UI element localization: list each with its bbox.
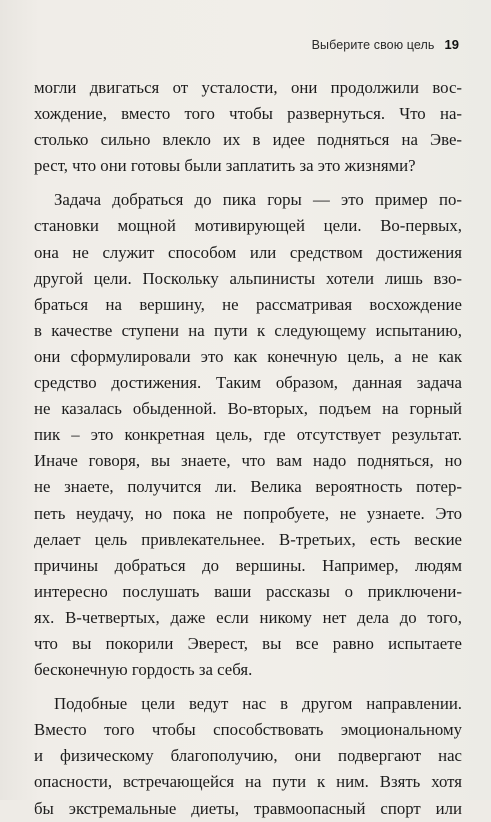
text-line: Вместо того чтобы способствовать эмоциональному [34,720,462,740]
text-line: браться на вершину, не рассматривая восхождение [34,294,462,314]
text-line: петь неудачу, но пока не попробуете, не узнаете. Это [34,503,462,523]
text-line: средство достижения. Таким образом, данная задача [34,373,462,393]
text-line: не казалась обыденной. Во-вторых, подъем на горный [34,399,462,419]
text-line: что вы покорили Эверест, вы все равно испытаете [34,633,462,653]
text-line: столько сильно влекло их в идее подняться на Эве- [34,130,462,150]
text-line: делает цель привлекательнее. В-третьих, есть веские [34,529,462,549]
text-line: хождение, вместо того чтобы развернуться. Что на- [34,104,462,124]
running-header [312,37,459,53]
text-line: могли двигаться от усталости, они продолжили вос- [34,78,462,97]
paragraph [34,75,462,179]
text-line: и физическому благополучию, они подвергают нас [34,746,462,766]
text-line: в качестве ступени на пути к следующему испытанию, [34,320,462,340]
text-line: пик – это конкретная цель, где отсутствует результат. [34,425,462,445]
text-line: становки мощной мотивирующей цели. Во-первых, [34,216,462,236]
text-line: рест, что они готовы были заплатить за это жизнями? [34,156,416,176]
page-number: 19 [444,37,459,52]
text-line: бы экстремальные диеты, травмоопасный спорт или [34,798,462,818]
text-line: ях. В-четвертых, даже если никому нет дела до того, [34,607,462,627]
body-text [34,75,462,822]
text-line: причины добраться до вершины. Например, людям [34,555,462,575]
text-line: бесконечную гордость за себя. [34,660,253,680]
text-line: Подобные цели ведут нас в другом направлении. [54,694,462,714]
text-line: другой цели. Поскольку альпинисты хотели лишь взо- [34,268,462,288]
paragraph [34,187,462,683]
text-line: Задача добраться до пика горы — это пример по- [54,190,462,210]
text-line: Иначе говоря, вы знаете, что вам надо подняться, но [34,451,462,471]
text-line: опасности, встречающейся на пути к ним. Взять хотя [34,772,462,792]
text-line: интересно послушать ваши рассказы о приключени- [34,581,462,601]
text-line: она не служит способом или средством достижения [34,242,462,262]
text-line: не знаете, получится ли. Велика вероятность потер- [34,477,462,497]
running-title: Выберите свою цель [311,38,435,52]
text-line: они сформулировали это как конечную цель, а не как [34,346,462,366]
paragraph [34,691,462,821]
